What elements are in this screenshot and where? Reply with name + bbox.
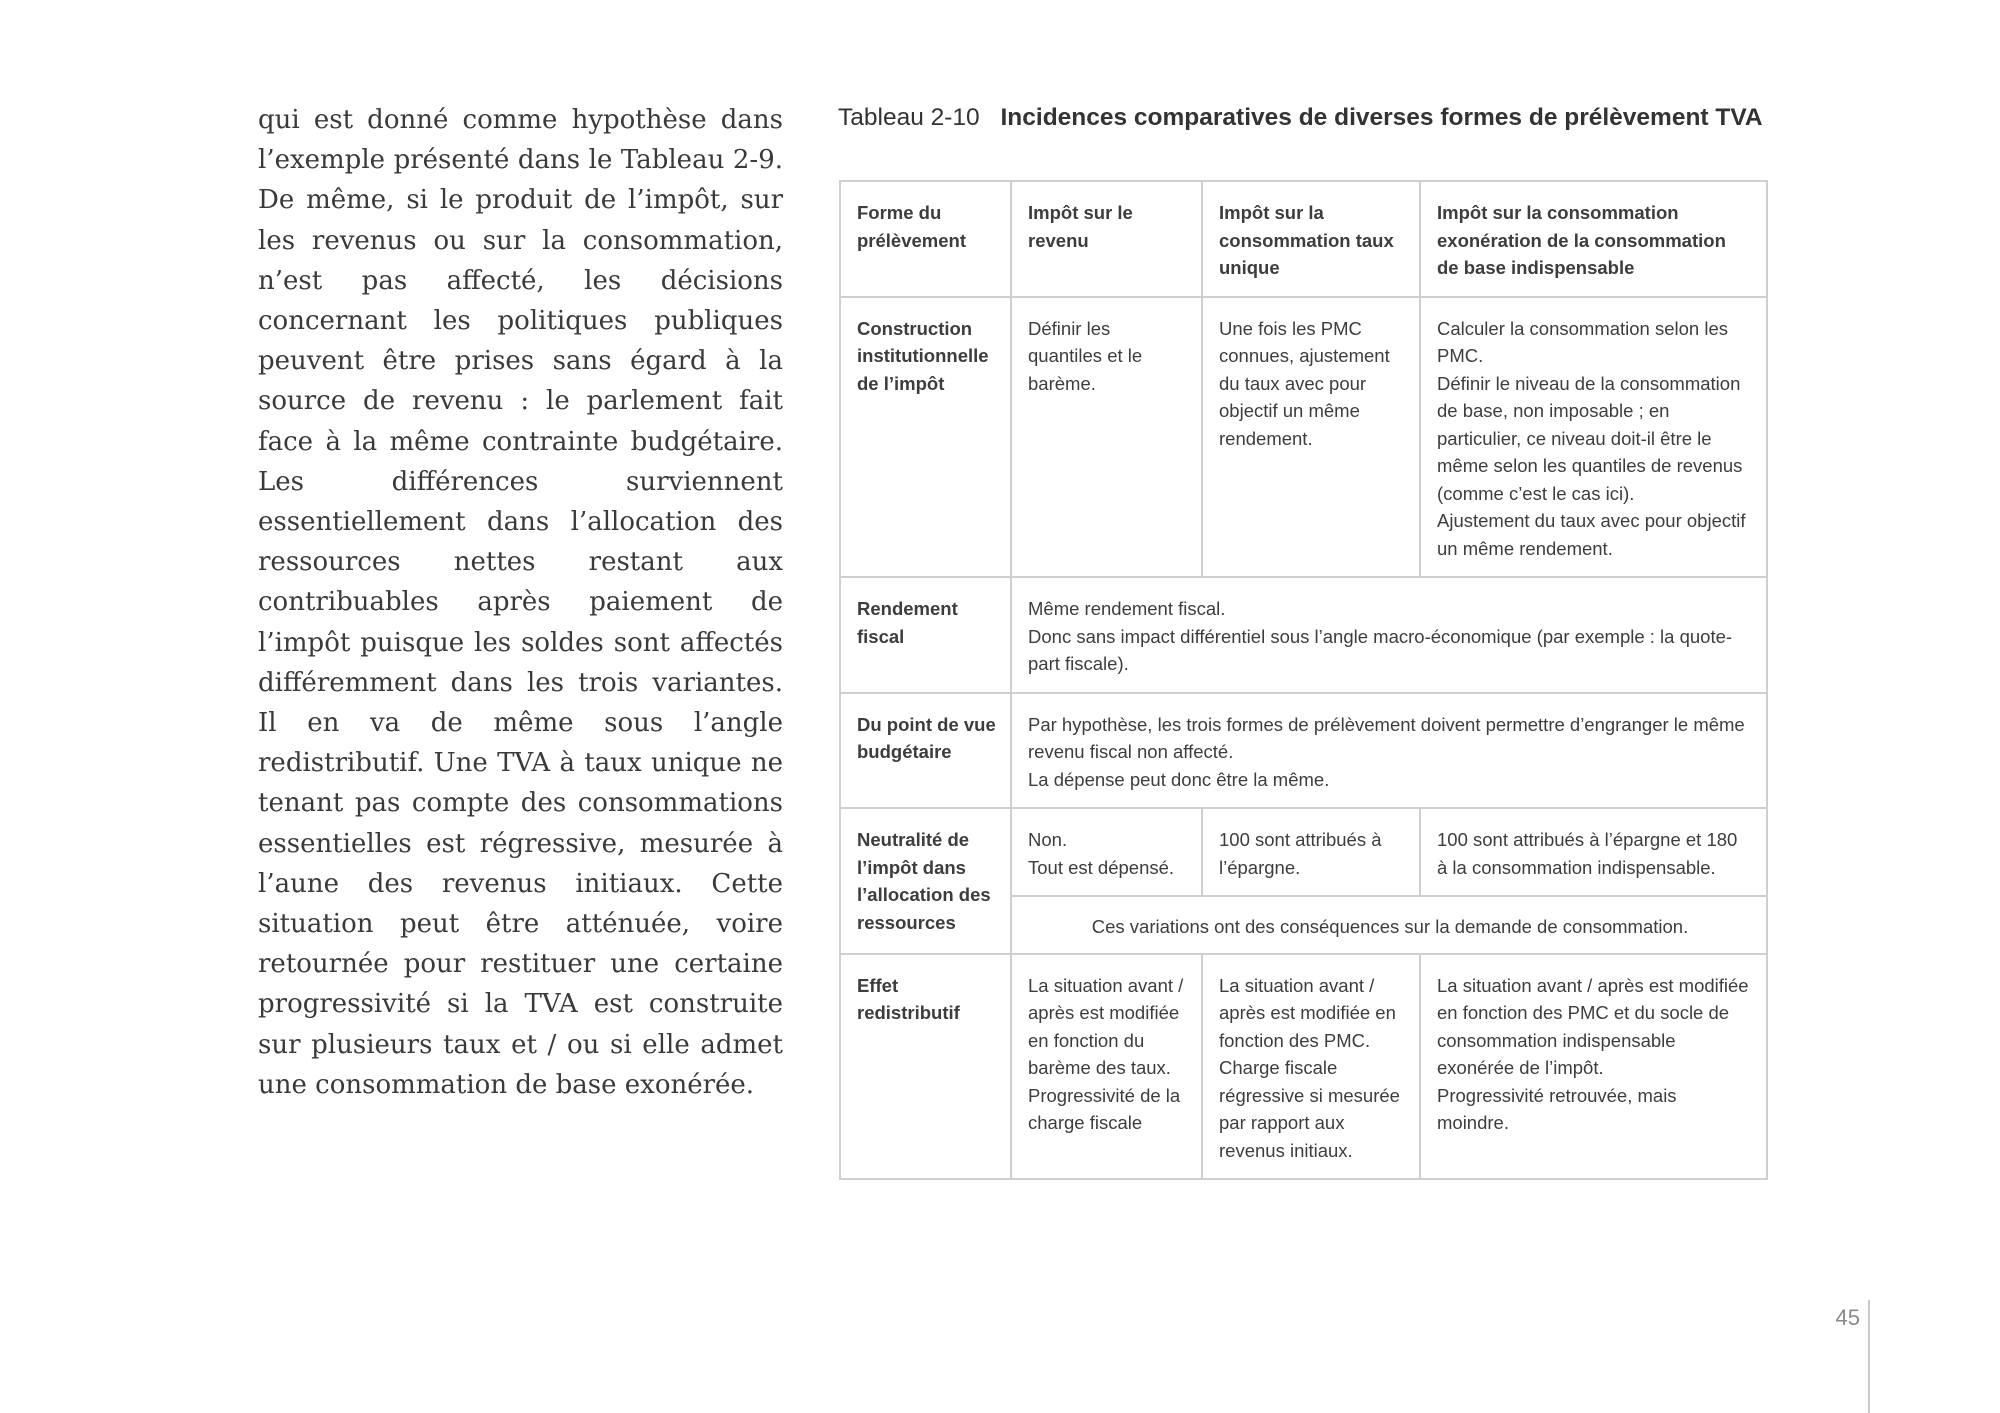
cell-redistributif-exoneration: La situation avant / après est modifiée en fonction des PMC et du socle de consommation indispensable exonérée de l’impôt. Progressivité retrouvée, mais moindre. (1420, 954, 1767, 1180)
cell-redistributif-taux-unique: La situation avant / après est modifiée en fonction des PMC. Charge fiscale régressive si mesurée par rapport aux revenus initiaux. (1202, 954, 1420, 1180)
table-row-construction (840, 297, 1767, 578)
header-impot-revenu: Impôt sur le revenu (1011, 181, 1202, 297)
header-forme: Forme du prélèvement (840, 181, 1011, 297)
page-number: 45 (1835, 1305, 1860, 1330)
cell-rendement: Même rendement fiscal. Donc sans impact différentiel sous l’angle macro-économique (par exemple : la quote-part fiscale). (1011, 577, 1767, 693)
row-label-neutralite: Neutralité de l’impôt dans l’allocation des ressources (840, 808, 1011, 954)
cell-construction-revenu: Définir les quantiles et le barème. (1011, 297, 1202, 578)
table-row-neutralite (840, 808, 1767, 896)
vat-comparison-table (839, 180, 1768, 1180)
cell-neutralite-taux-unique: 100 sont attribués à l’épargne. (1202, 808, 1420, 896)
table-row-budgetaire (840, 693, 1767, 809)
cell-construction-exoneration: Calculer la consommation selon les PMC. Définir le niveau de la consommation de base, non imposable ; en particulier, ce niveau doit-il être le même selon les quantiles de revenus (comme c’est le cas ici). Ajustement du taux avec pour objectif un même rendement. (1420, 297, 1767, 578)
body-paragraph: qui est donné comme hypothèse dans l’exemple présenté dans le Tableau 2-9. De même, si le produit de l’impôt, sur les revenus ou sur la consommation, n’est pas affecté, les décisions concernant les politiques publiques peuvent être prises sans égard à la source de revenu : le parlement fait face à la même contrainte budgétaire. Les différences surviennent essentiellement dans l’allocation des ressources nettes restant aux contribuables après paiement de l’impôt puisque les soldes sont affectés différemment dans les trois variantes. Il en va de même sous l’angle redistributif. Une TVA à taux unique ne tenant pas compte des consommations essentielles est régressive, mesurée à l’aune des revenus initiaux. Cette situation peut être atténuée, voire retournée pour restituer une certaine progressivité si la TVA est construite sur plusieurs taux et / ou si elle admet une consommation de base exonérée. (258, 105, 783, 1100)
row-label-budgetaire: Du point de vue budgétaire (840, 693, 1011, 809)
cell-redistributif-revenu: La situation avant / après est modifiée en fonction du barème des taux. Progressivité de la charge fiscale (1011, 954, 1202, 1180)
row-label-redistributif: Effet redistributif (840, 954, 1011, 1180)
table-caption-title: Incidences comparatives de diverses formes de prélèvement TVA (1000, 104, 1763, 131)
page-edge-rule (1868, 1300, 1870, 1413)
header-taux-unique: Impôt sur la consommation taux unique (1202, 181, 1420, 297)
table-row-rendement (840, 577, 1767, 693)
cell-neutralite-exoneration: 100 sont attribués à l’épargne et 180 à la consommation indispensable. (1420, 808, 1767, 896)
row-label-construction: Construction institutionnelle de l’impôt (840, 297, 1011, 578)
table-caption-label: Tableau 2-10 (838, 104, 980, 131)
header-exoneration: Impôt sur la consommation exonération de la consommation de base indispensable (1420, 181, 1767, 297)
table-row-redistributif (840, 954, 1767, 1180)
table-header-row (840, 181, 1767, 297)
row-label-rendement: Rendement fiscal (840, 577, 1011, 693)
cell-neutralite-note: Ces variations ont des conséquences sur la demande de consommation. (1011, 896, 1767, 954)
cell-construction-taux-unique: Une fois les PMC connues, ajustement du taux avec pour objectif un même rendement. (1202, 297, 1420, 578)
table-caption (838, 104, 1838, 132)
cell-neutralite-revenu: Non. Tout est dépensé. (1011, 808, 1202, 896)
cell-budgetaire: Par hypothèse, les trois formes de prélèvement doivent permettre d’engranger le même revenu fiscal non affecté. La dépense peut donc être la même. (1011, 693, 1767, 809)
